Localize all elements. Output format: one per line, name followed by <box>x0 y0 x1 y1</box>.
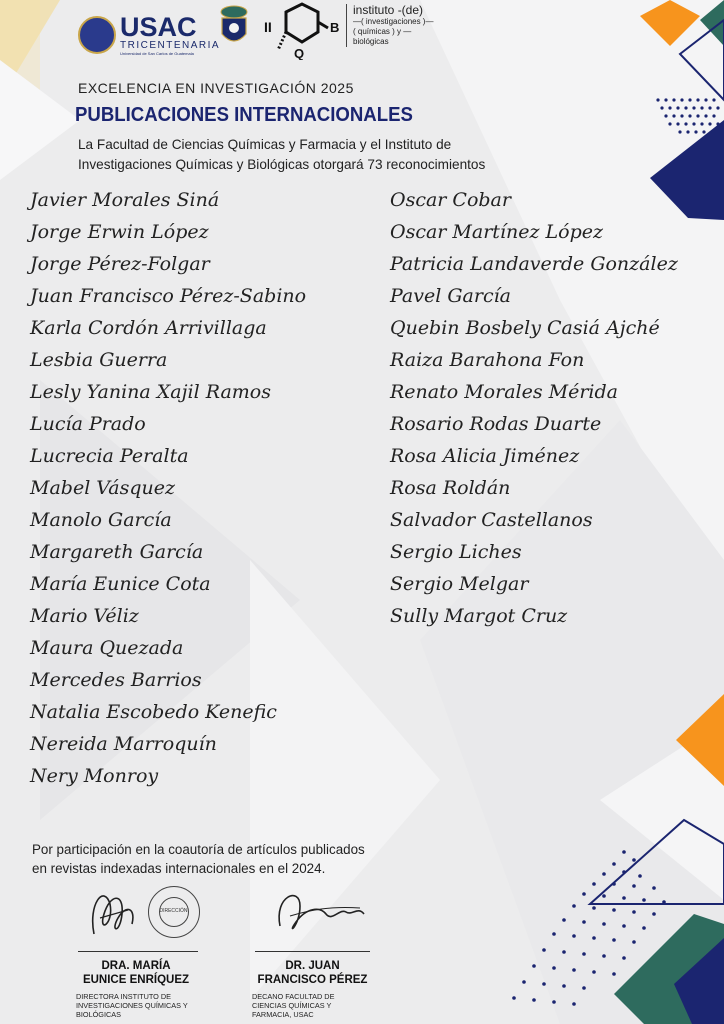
honoree-name: Lesly Yanina Xajil Ramos <box>30 381 271 403</box>
stamp-text: DIRECCIÓN <box>159 908 188 914</box>
honoree-name: Sergio Melgar <box>390 573 529 595</box>
signature-1-name-line-1: DRA. MARÍA <box>101 960 171 972</box>
signature-1-name-line-2: EUNICE ENRÍQUEZ <box>82 974 190 986</box>
honoree-name: Pavel García <box>390 285 511 307</box>
names-column-left <box>30 184 306 792</box>
signature-2-name-line-2: FRANCISCO PÉREZ <box>257 974 368 986</box>
signature-1-role-line-2: INVESTIGACIONES QUÍMICAS Y <box>76 1001 188 1010</box>
header <box>0 0 724 60</box>
signature-2-line <box>255 951 370 952</box>
usac-seal-icon <box>78 16 116 54</box>
footer-line-2: en revistas indexadas internacionales en el 2024. <box>32 861 326 876</box>
honoree-name: Maura Quezada <box>30 637 184 659</box>
honoree-name: Juan Francisco Pérez-Sabino <box>30 285 307 307</box>
usac-logo <box>78 14 220 56</box>
honoree-name: Oscar Cobar <box>390 189 511 211</box>
honoree-name: Mercedes Barrios <box>30 669 202 691</box>
official-stamp <box>148 886 200 938</box>
chem-label-b: B <box>330 20 340 35</box>
institute-logo <box>346 4 433 47</box>
signature-2-name-line-1: DR. JUAN <box>285 960 340 972</box>
footer-text <box>32 840 365 878</box>
faculty-shield-icon <box>218 4 250 48</box>
signature-1-role <box>76 992 188 1019</box>
honoree-name: Margareth García <box>30 541 204 563</box>
honoree-name: Karla Cordón Arrivillaga <box>30 317 267 339</box>
institute-line-3: ( químicas ) y — <box>353 27 412 36</box>
honoree-name: Lesbia Guerra <box>30 349 168 371</box>
honoree-name: María Eunice Cota <box>30 573 211 595</box>
chem-label-q: Q <box>294 46 305 60</box>
intro-text: La Facultad de Ciencias Químicas y Farmacia y el Instituto de Investigaciones Químicas y Biológicas otorgará 73 reconocimientos <box>78 137 486 172</box>
honoree-name: Nereida Marroquín <box>30 733 217 755</box>
honoree-name: Salvador Castellanos <box>390 509 593 531</box>
honoree-name: Manolo García <box>30 509 172 531</box>
signature-2-role-line-3: FARMACIA, USAC <box>252 1010 314 1019</box>
honoree-name: Renato Morales Mérida <box>390 381 618 403</box>
signature-1-name <box>76 959 196 987</box>
honoree-name: Nery Monroy <box>30 765 159 787</box>
signature-2-role-line-1: DECANO FACULTAD DE <box>252 992 335 1001</box>
honoree-name: Sully Margot Cruz <box>390 605 568 627</box>
honoree-name: Sergio Liches <box>390 541 522 563</box>
usac-university: Universidad de San Carlos de Guatemala <box>120 51 194 56</box>
honoree-name: Quebin Bosbely Casiá Ajché <box>390 317 660 339</box>
honoree-name: Natalia Escobedo Kenefic <box>30 701 277 723</box>
honoree-name: Rosa Roldán <box>390 477 511 499</box>
chem-label-ii: II <box>264 19 272 35</box>
usac-name: USAC <box>120 12 197 42</box>
usac-subtitle: TRICENTENARIA <box>120 40 221 51</box>
honoree-name: Rosa Alicia Jiménez <box>390 445 580 467</box>
chemistry-logo-icon <box>262 2 342 60</box>
honoree-name: Rosario Rodas Duarte <box>390 413 602 435</box>
signature-1-line <box>78 951 198 952</box>
honoree-name: Javier Morales Siná <box>30 189 220 211</box>
main-title: PUBLICACIONES INTERNACIONALES <box>75 104 413 126</box>
institute-line-4: biológicas <box>353 37 389 46</box>
signature-1-scribble <box>84 884 144 944</box>
footer-line-1: Por participación en la coautoría de artículos publicados <box>32 842 365 857</box>
honoree-name: Oscar Martínez López <box>390 221 603 243</box>
bottom-right-decoration <box>464 694 724 1024</box>
honoree-name: Jorge Pérez-Folgar <box>30 253 210 275</box>
honoree-name: Jorge Erwin López <box>30 221 209 243</box>
names-column-right <box>390 184 678 632</box>
signature-1-role-line-3: BIOLÓGICAS <box>76 1010 122 1019</box>
signature-2-role <box>252 992 334 1019</box>
honoree-name: Patricia Landaverde González <box>390 253 678 275</box>
signature-1-role-line-1: DIRECTORA INSTITUTO DE <box>76 992 172 1001</box>
signature-2-name <box>250 959 375 987</box>
institute-line-1: instituto -(de) <box>353 3 424 17</box>
honoree-name: Raiza Barahona Fon <box>390 349 585 371</box>
honoree-name: Lucrecia Peralta <box>30 445 189 467</box>
honoree-name: Mabel Vásquez <box>30 477 176 499</box>
kicker-title: EXCELENCIA EN INVESTIGACIÓN 2025 <box>78 80 354 96</box>
institute-line-2: —( investigaciones )— <box>353 17 434 26</box>
honoree-name: Mario Véliz <box>30 605 139 627</box>
honoree-name: Lucía Prado <box>30 413 146 435</box>
signature-2-role-line-2: CIENCIAS QUÍMICAS Y <box>252 1001 332 1010</box>
signature-2-scribble <box>270 886 370 946</box>
